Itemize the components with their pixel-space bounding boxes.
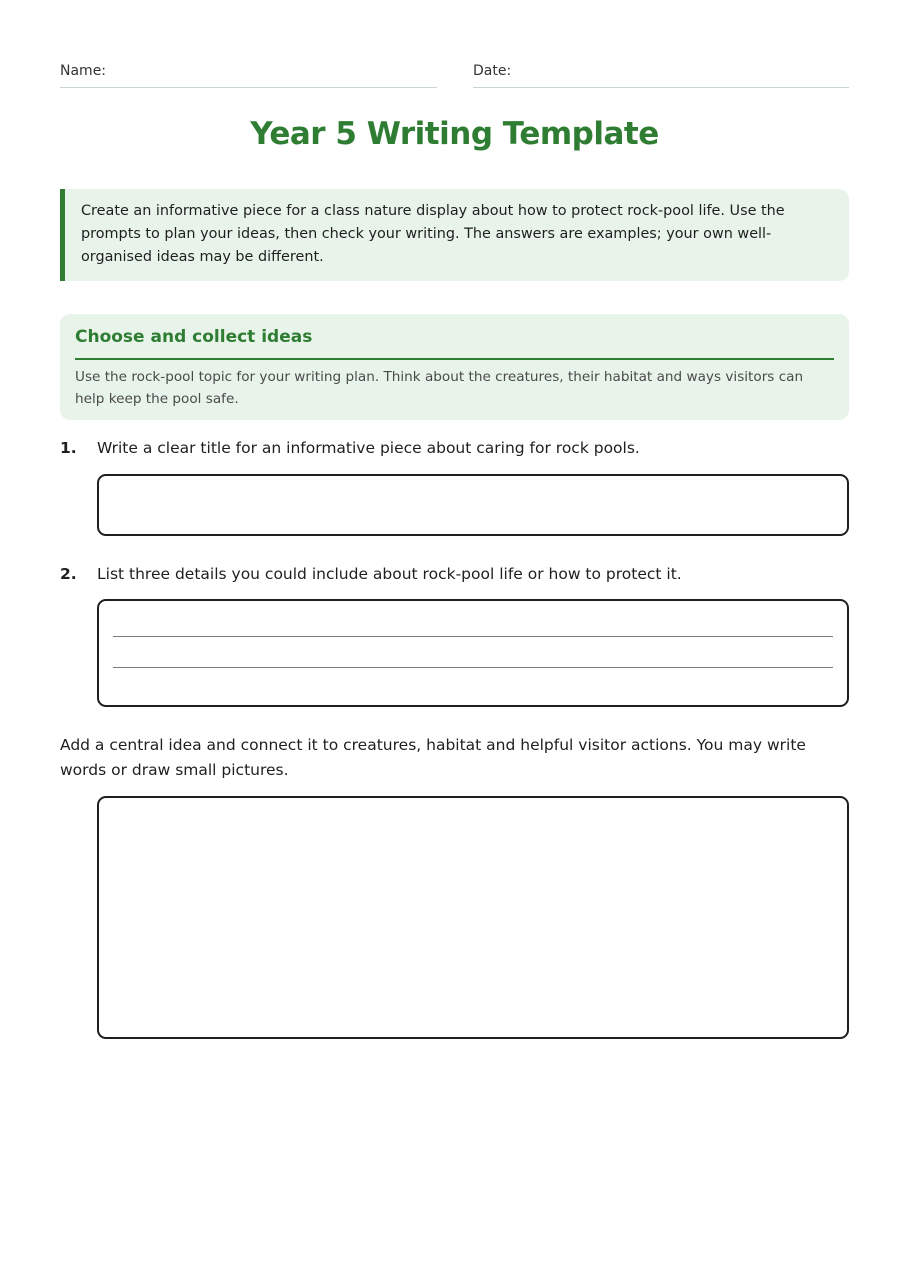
name-label: Name:	[60, 63, 107, 79]
section-choose-ideas	[60, 314, 849, 420]
question-number: 1.	[60, 439, 77, 457]
date-label: Date:	[473, 63, 512, 79]
intro-callout: Create an informative piece for a class nature display about how to protect rock-pool life. Use the prompts to plan your ideas, then check your writing. The answers are examples; your own well-organised ideas may be different.	[60, 189, 849, 281]
date-field[interactable]	[473, 60, 849, 88]
question-number: 2.	[60, 565, 77, 583]
name-field[interactable]	[60, 60, 437, 88]
question-text: Write a clear title for an informative piece about caring for rock pools.	[97, 439, 640, 457]
mind-map-box[interactable]	[97, 796, 849, 1039]
name-date-row	[60, 60, 849, 88]
section-heading: Choose and collect ideas	[75, 324, 834, 360]
section-description: Use the rock-pool topic for your writing plan. Think about the creatures, their habitat and ways visitors can help keep the pool safe.	[75, 369, 804, 407]
question-text: List three details you could include about rock-pool life or how to protect it.	[97, 565, 682, 583]
mind-map-prompt: Add a central idea and connect it to creatures, habitat and helpful visitor actions. You may write words or draw small pictures.	[60, 736, 806, 779]
writing-line	[113, 636, 833, 637]
writing-line	[113, 667, 833, 668]
page-title: Year 5 Writing Template	[250, 116, 659, 152]
answer-box-details[interactable]	[97, 599, 849, 707]
answer-box-title[interactable]	[97, 474, 849, 536]
